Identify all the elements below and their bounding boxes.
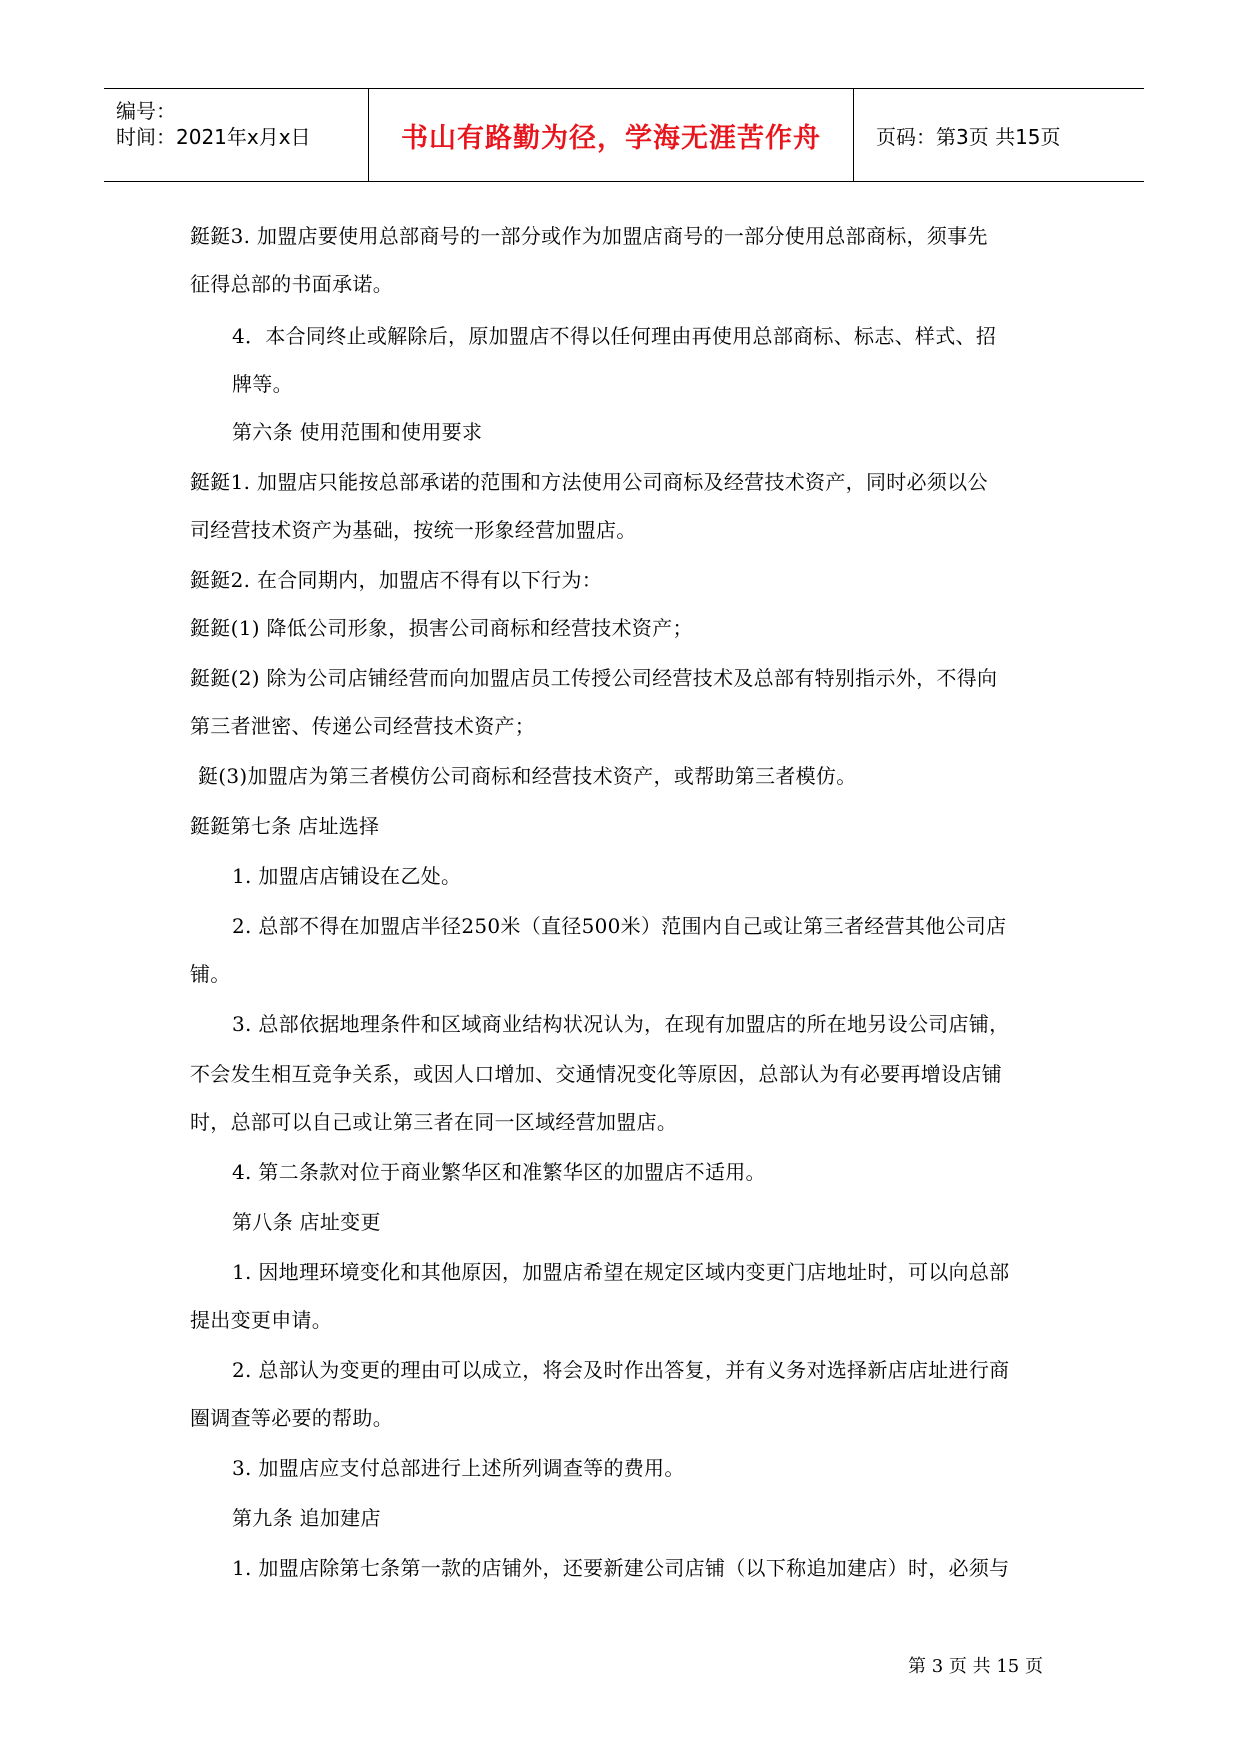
text-line: 不会发生相互竞争关系，或因人口增加、交通情况变化等原因，总部认为有必要再增设店铺: [190, 1062, 1002, 1086]
text-line: 提出变更申请。: [190, 1308, 333, 1332]
text-line: 鋌鋌3. 加盟店要使用总部商号的一部分或作为加盟店商号的一部分使用总部商标，须事先: [190, 224, 988, 248]
header-middle-cell: [369, 89, 854, 181]
text-line: 1. 加盟店店铺设在乙处。: [232, 864, 462, 888]
header-table: [104, 88, 1144, 182]
section-heading: 鋌鋌第七条 店址选择: [190, 814, 380, 838]
section-heading: 第八条 店址变更: [232, 1210, 381, 1234]
text-line: 鋌鋌2. 在合同期内，加盟店不得有以下行为：: [190, 568, 603, 592]
page-info: 页码：第3页 共15页: [876, 124, 1061, 149]
section-heading: 第九条 追加建店: [232, 1506, 381, 1530]
number-label: 编号：: [116, 99, 176, 123]
text-line: 鋌鋌(1) 降低公司形象，损害公司商标和经营技术资产；: [190, 616, 693, 640]
text-line: 4．本合同终止或解除后，原加盟店不得以任何理由再使用总部商标、标志、样式、招: [232, 324, 997, 348]
text-line: 4. 第二条款对位于商业繁华区和准繁华区的加盟店不适用。: [232, 1160, 766, 1184]
text-line: 2. 总部不得在加盟店半径250米（直径500米）范围内自己或让第三者经营其他公司店: [232, 914, 1007, 938]
page-footer: 第 3 页 共 15 页: [908, 1656, 1043, 1677]
time-label: 时间：2021年x月x日: [116, 125, 311, 149]
text-line: 鋌(3)加盟店为第三者模仿公司商标和经营技术资产，或帮助第三者模仿。: [198, 764, 857, 788]
text-line: 鋌鋌(2) 除为公司店铺经营而向加盟店员工传授公司经营技术及总部有特别指示外，不得向: [190, 666, 998, 690]
text-line: 征得总部的书面承诺。: [190, 272, 393, 296]
text-line: 第三者泄密、传递公司经营技术资产；: [190, 714, 536, 738]
text-line: 1. 因地理环境变化和其他原因，加盟店希望在规定区域内变更门店地址时，可以向总部: [232, 1260, 1010, 1284]
section-heading: 第六条 使用范围和使用要求: [232, 420, 483, 444]
text-line: 司经营技术资产为基础，按统一形象经营加盟店。: [190, 518, 637, 542]
header-right-cell: [854, 89, 1144, 181]
text-line: 3. 总部依据地理条件和区域商业结构状况认为，在现有加盟店的所在地另设公司店铺，: [232, 1012, 1010, 1036]
header-left-cell: [104, 89, 369, 181]
motto: 书山有路勤为径，学海无涯苦作舟: [401, 122, 821, 154]
text-line: 1. 加盟店除第七条第一款的店铺外，还要新建公司店铺（以下称追加建店）时，必须与: [232, 1556, 1010, 1580]
text-line: 铺。: [190, 962, 231, 986]
text-line: 鋌鋌1. 加盟店只能按总部承诺的范围和方法使用公司商标及经营技术资产，同时必须以公: [190, 470, 988, 494]
text-line: 牌等。: [232, 372, 293, 396]
text-line: 3. 加盟店应支付总部进行上述所列调查等的费用。: [232, 1456, 685, 1480]
text-line: 2. 总部认为变更的理由可以成立，将会及时作出答复，并有义务对选择新店店址进行商: [232, 1358, 1010, 1382]
text-line: 圈调查等必要的帮助。: [190, 1406, 393, 1430]
text-line: 时，总部可以自己或让第三者在同一区域经营加盟店。: [190, 1110, 678, 1134]
